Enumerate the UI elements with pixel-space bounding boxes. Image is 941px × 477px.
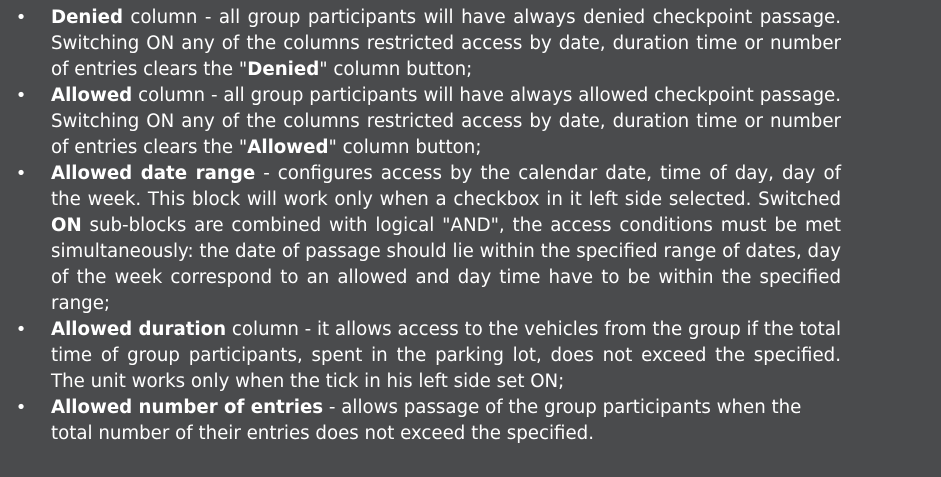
description-text: column - it allows access to the vehicles from the group if the total time of group participants, spent in the parking lot, does not exceed the specified. The unit works only when the tick in his left side set ON; <box>51 319 842 392</box>
bullet-icon: • <box>15 163 27 184</box>
description-text-end: " column button; <box>319 59 473 80</box>
description-text: column - all group participants will have always denied checkpoint passage. Switching ON any of the columns restricted access by date, duration time or number of entries clears the " <box>51 7 841 80</box>
list-item-allowed-duration <box>0 317 841 395</box>
term-allowed: Allowed <box>51 85 133 106</box>
term-denied-quoted: Denied <box>247 59 320 80</box>
description-text: - configures access by the calendar date, time of day, day of the week. This block will work only when a checkbox in it left side selected. Switched <box>51 163 841 210</box>
list-item-allowed-column <box>0 83 841 161</box>
bullet-icon: • <box>15 85 27 106</box>
bullet-icon: • <box>15 7 27 28</box>
term-on: ON <box>51 215 82 236</box>
description-text: - allows passage of the group participants when the total number of their entries does not exceed the specified. <box>51 397 802 444</box>
term-allowed-duration: Allowed duration <box>51 319 227 340</box>
list-item-allowed-date-range <box>0 161 841 317</box>
term-allowed-number-of-entries: Allowed number of entries <box>51 397 324 418</box>
term-denied: Denied <box>51 7 123 28</box>
description-text: column - all group participants will have always allowed checkpoint passage. Switching ON any of the columns restricted access by date, duration time or number of entries clears the " <box>51 85 841 158</box>
list-item-allowed-number-of-entries <box>0 395 841 447</box>
bullet-list <box>0 5 941 447</box>
bullet-icon: • <box>15 319 27 340</box>
list-item-denied-column <box>0 5 841 83</box>
bullet-icon: • <box>15 397 27 418</box>
term-allowed-quoted: Allowed <box>247 137 329 158</box>
term-allowed-date-range: Allowed date range <box>51 163 256 184</box>
description-text-end: sub-blocks are combined with logical "AND", the access conditions must be met simultaneously: the date of passage should lie within the specified range of dates, day of the week correspond to an allowed and day time have to be within the specified range; <box>51 215 841 314</box>
description-text-end: " column button; <box>328 137 482 158</box>
